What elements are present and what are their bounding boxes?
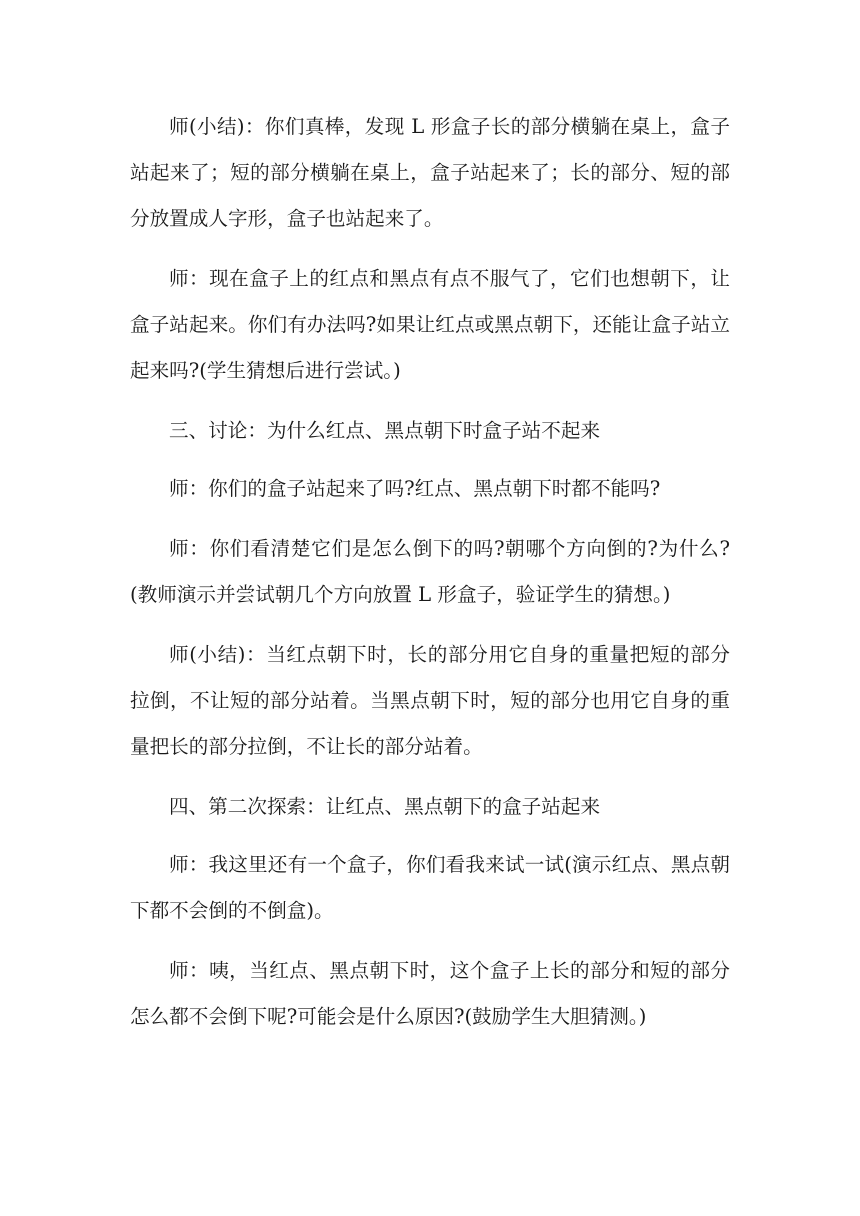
document-body bbox=[130, 104, 793, 1054]
section-heading-4: 四、第二次探索：让红点、黑点朝下的盒子站起来 bbox=[169, 795, 601, 818]
paragraph-teacher-question-4: 师：咦，当红点、黑点朝下时，这个盒子上长的部分和短的部分怎么都不会倒下呢?可能会是什么原因?(鼓励学生大胆猜测。) bbox=[130, 959, 730, 1028]
paragraph-teacher-question-1: 师：现在盒子上的红点和黑点有点不服气了，它们也想朝下，让盒子站起来。你们有办法吗?如果让红点或黑点朝下，还能让盒子站立起来吗?(学生猜想后进行尝试。) bbox=[130, 267, 730, 382]
section-heading-3: 三、讨论：为什么红点、黑点朝下时盒子站不起来 bbox=[169, 419, 601, 442]
paragraph-summary-1: 师(小结)：你们真棒，发现 L 形盒子长的部分横躺在桌上，盒子站起来了；短的部分横躺在桌上，盒子站起来了；长的部分、短的部分放置成人字形，盒子也站起来了。 bbox=[130, 115, 730, 230]
paragraph-teacher-question-2: 师：你们的盒子站起来了吗?红点、黑点朝下时都不能吗? bbox=[169, 477, 661, 500]
paragraph-teacher-question-3: 师：你们看清楚它们是怎么倒下的吗?朝哪个方向倒的?为什么? (教师演示并尝试朝几个方向放置 L 形盒子，验证学生的猜想。) bbox=[130, 537, 793, 606]
paragraph-summary-2: 师(小结)：当红点朝下时，长的部分用它自身的重量把短的部分拉倒，不让短的部分站着。当黑点朝下时，短的部分也用它自身的重量把长的部分拉倒，不让长的部分站着。 bbox=[130, 643, 730, 758]
paragraph-teacher-demo: 师：我这里还有一个盒子，你们看我来试一试(演示红点、黑点朝下都不会倒的不倒盒)。 bbox=[130, 853, 730, 922]
